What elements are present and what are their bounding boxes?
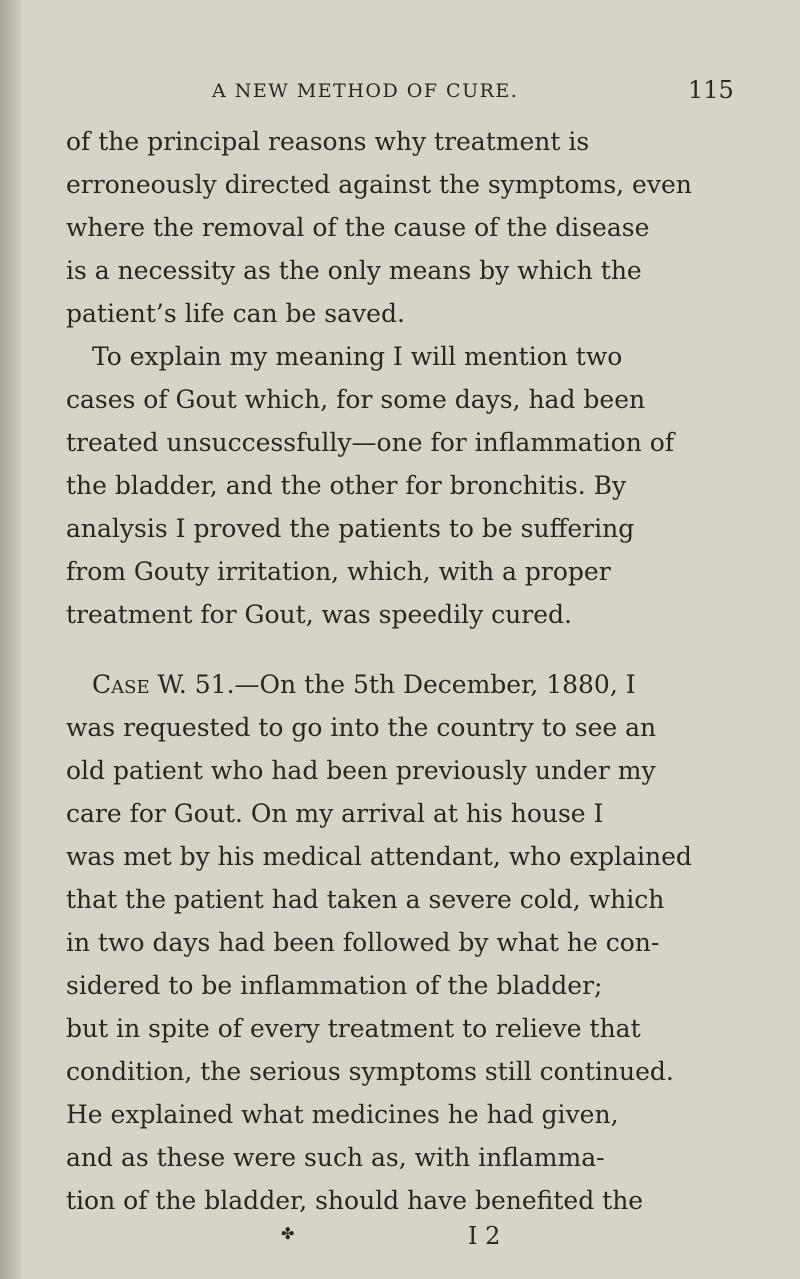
text-line: —On the 5th December, 1880, I [234, 670, 636, 699]
signature-mark: I 2 [468, 1222, 501, 1250]
text-line: where the removal of the cause of the disease [66, 213, 650, 242]
text-line: and as these were such as, with inflamma- [66, 1143, 605, 1172]
paragraph-3-case [66, 663, 752, 1222]
case-label: Case W. 51. [92, 670, 235, 699]
page-header [0, 76, 800, 110]
text-line: cases of Gout which, for some days, had been [66, 385, 646, 414]
running-title: A NEW METHOD OF CURE. [212, 80, 519, 102]
paragraph-1 [66, 120, 752, 335]
text-line: from Gouty irritation, which, with a proper [66, 557, 611, 586]
text-line: patient’s life can be saved. [66, 299, 405, 328]
text-line: condition, the serious symptoms still continued. [66, 1057, 674, 1086]
text-line: To explain my meaning I will mention two [92, 342, 623, 371]
text-line: the bladder, and the other for bronchitis. By [66, 471, 627, 500]
page-number: 115 [688, 76, 734, 104]
text-line: He explained what medicines he had given, [66, 1100, 619, 1129]
text-line: analysis I proved the patients to be suffering [66, 514, 635, 543]
text-line: treatment for Gout, was speedily cured. [66, 600, 572, 629]
text-line: in two days had been followed by what he con- [66, 928, 660, 957]
text-line: sidered to be inflammation of the bladder; [66, 971, 603, 1000]
page-binding-edge [0, 0, 22, 1279]
text-line: treated unsuccessfully—one for inflammation of [66, 428, 675, 457]
text-line: was met by his medical attendant, who explained [66, 842, 692, 871]
text-line: old patient who had been previously under my [66, 756, 656, 785]
page-footer [0, 1222, 800, 1252]
body-text [66, 120, 752, 1222]
paragraph-spacer [66, 636, 752, 663]
text-line: that the patient had taken a severe cold, which [66, 885, 665, 914]
text-line: care for Gout. On my arrival at his house I [66, 799, 604, 828]
text-line: is a necessity as the only means by which the [66, 256, 642, 285]
paragraph-2 [66, 335, 752, 636]
text-line: but in spite of every treatment to relieve that [66, 1014, 641, 1043]
text-line: tion of the bladder, should have benefited the [66, 1186, 644, 1215]
case-first-line [66, 663, 752, 706]
printer-mark-icon: ✤ [281, 1224, 295, 1243]
text-line: erroneously directed against the symptoms, even [66, 170, 692, 199]
text-line: of the principal reasons why treatment is [66, 127, 590, 156]
text-line: was requested to go into the country to see an [66, 713, 657, 742]
